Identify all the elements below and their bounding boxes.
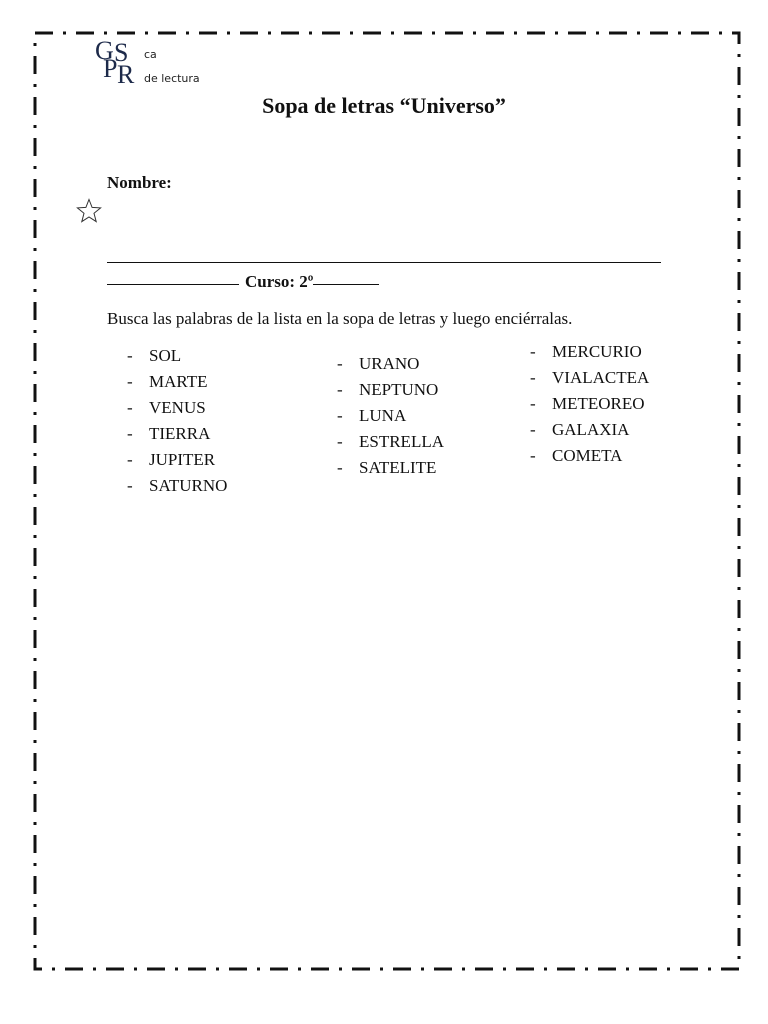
logo-text-line1: ca: [144, 48, 157, 61]
logo-letter-r: R: [117, 60, 135, 89]
instructions: Busca las palabras de la lista en la sopa de letras y luego enciérralas.: [107, 309, 573, 328]
list-item: - VENUS: [127, 398, 206, 417]
title-text: Sopa de letras “Universo”: [262, 93, 506, 118]
list-item: - SATURNO: [127, 476, 228, 495]
list-item: - URANO: [337, 354, 420, 373]
curso-row: [107, 272, 379, 292]
list-item: - METEOREO: [530, 394, 645, 413]
nombre-answer-line[interactable]: [107, 262, 661, 263]
page-title: [0, 93, 768, 119]
logo-letter-s: S: [114, 38, 129, 67]
logo-text-line2: de lectura: [144, 72, 200, 85]
list-item: - MERCURIO: [530, 342, 642, 361]
list-item: - VIALACTEA: [530, 368, 650, 387]
logo: [95, 36, 225, 88]
logo-letter-p: P: [103, 54, 118, 83]
nombre-label: Nombre:: [107, 173, 172, 192]
page-border: [32, 30, 742, 972]
word-list-column-1: [127, 343, 228, 495]
curso-label: Curso: 2º: [245, 272, 314, 291]
list-item: - LUNA: [337, 406, 407, 425]
list-item: - COMETA: [530, 446, 623, 465]
list-item: - GALAXIA: [530, 420, 630, 439]
word-list-column-3: [530, 339, 649, 469]
star-outline-icon: [76, 198, 102, 224]
list-item: - SOL: [127, 346, 182, 365]
list-item: - SATELITE: [337, 458, 437, 477]
curso-answer-line[interactable]: [313, 283, 379, 285]
list-item: - ESTRELLA: [337, 432, 444, 451]
nombre-answer-line-cont[interactable]: [107, 283, 239, 285]
word-list-column-2: [337, 351, 444, 481]
list-item: - JUPITER: [127, 450, 216, 469]
logo-letter-g: G: [95, 36, 114, 65]
list-item: - MARTE: [127, 372, 208, 391]
list-item: - NEPTUNO: [337, 380, 439, 399]
list-item: - TIERRA: [127, 424, 211, 443]
